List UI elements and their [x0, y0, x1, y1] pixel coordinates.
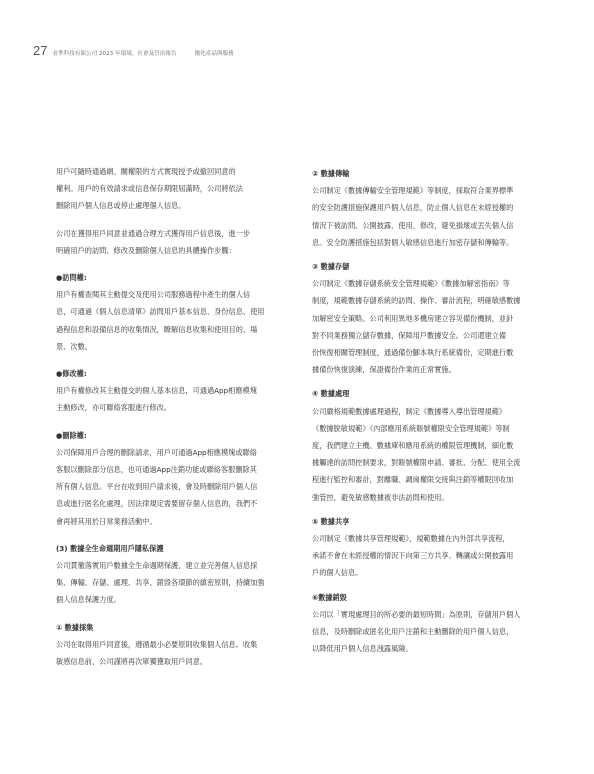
text-line: 戶的個人信息。	[312, 568, 363, 578]
report-title: 看準科技有限公司 2023 年環境、社會及管治報告	[52, 51, 177, 57]
text-line: 承諾不會在未經授權的情況下向第三方共享、轉讓或公開披露用	[312, 551, 514, 561]
text-line: 明確用戶的訪問、修改及刪除個人信息的具體操作步驟：	[56, 245, 236, 255]
text-line: 份恢復相關管理制度，通過備份腳本執行系統備份，定期進行數	[312, 348, 514, 358]
text-line: 公司制定《數據共享管理規範》，規範數據在內外部共享流程，	[312, 534, 510, 544]
data-storage-heading: ③ 數據存儲	[312, 262, 350, 272]
text-line: 會再將其用於日常業務活動中。	[56, 516, 157, 526]
data-processing-paragraph	[312, 403, 538, 506]
data-transfer-heading: ② 數據傳輸	[312, 169, 350, 178]
page-header	[33, 43, 234, 58]
text-line: 加解密安全策略。公司利用異地多機房建立容災備份機制，並針	[312, 313, 514, 323]
text-line: 信息，及時刪除或匿名化用戶注銷和主動刪除的用戶個人信息，	[312, 627, 514, 637]
data-storage-paragraph	[312, 275, 538, 378]
delete-right-paragraph	[56, 444, 282, 530]
text-line: 強管控，避免敏感數據被非法訪問和使用。	[312, 492, 449, 502]
text-line: 景、次數。	[56, 341, 92, 351]
text-line: 《數據脫敏規範》《內部應用系統賬號權限安全管理規範》等制	[312, 423, 510, 433]
text-line: 過程信息和設備信息的收集情況，瞭解信息收集和使用目的、場	[56, 324, 258, 334]
text-line: 客服以刪除部分信息，也可通過App注銷功能或聯絡客服刪除其	[56, 465, 257, 475]
text-line: 公司制定《數據傳輸安全管理規範》等制度，採取符合業界標準	[312, 186, 514, 196]
text-line: 用戶有權修改其主動提交的個人基本信息，可通過App相應模塊	[56, 386, 257, 396]
data-collection-heading: ① 數據採集	[56, 622, 94, 632]
access-right-heading: ●訪問權:	[56, 273, 87, 283]
text-line: 主動修改，亦可聯絡客服進行修改。	[56, 403, 172, 413]
data-destruction-paragraph	[312, 606, 538, 658]
lifecycle-protection-heading: (3) 數據全生命週期用戶隱私保護	[56, 543, 164, 553]
text-line: 刪除用戶個人信息或停止處理個人信息。	[56, 201, 186, 211]
access-right-paragraph	[56, 286, 282, 355]
text-line: 用戶可隨時通過網、關權限的方式實現授予或撤回同意的	[56, 167, 236, 176]
text-line: 敏感信息前，公司謹將再次單獨獲取用戶同意。	[56, 657, 207, 667]
data-transfer-paragraph	[312, 182, 538, 251]
text-line: 個人信息保護力度。	[56, 595, 121, 605]
text-line: 度，我們建立主機、數據庫和應用系統的權限管理機制，細化數	[312, 441, 514, 451]
text-line: 的安全防護措施保護用戶個人信息，防止個人信息在未經授權的	[312, 203, 514, 213]
section-title: 優化產品與服務	[194, 51, 234, 57]
modify-right-heading: ●修改權:	[56, 369, 87, 379]
text-line: 情況下被訪問、公開披露、使用、修改，避免損壞或丟失個人信	[312, 220, 514, 230]
text-line: 對不同業務獨立儲存數據，保障用戶數據安全。公司還建立備	[312, 330, 507, 340]
text-line: 集、傳輸、存儲、處理、共享、銷毀各環節的縝密原則，持續加強	[56, 578, 265, 588]
consent-withdrawal-paragraph	[56, 163, 282, 215]
text-line: 公司貫徹落實用戶數據全生命週期保護，建立並完善個人信息採	[56, 561, 258, 571]
text-line: 用戶有權查閱其主動提交及使用公司服務過程中產生的個人信	[56, 290, 251, 300]
lifecycle-protection-paragraph	[56, 557, 282, 609]
text-line: 所有個人信息。平台在收到用戶請求後，會及時刪除用戶個人信	[56, 482, 258, 492]
text-line: 息或進行匿名化處理，因法律規定需要留存個人信息的，我們不	[56, 499, 258, 509]
text-line: 以降低用戶個人信息洩露風險。	[312, 644, 413, 654]
text-line: 公司在獲得用戶同意並通過合理方式獲得用戶信息後，進一步	[56, 228, 251, 238]
left-column	[56, 163, 282, 670]
text-line: 公司嚴格規範數據處理過程，制定《數據導入導出管理規範》	[312, 406, 507, 416]
text-line: 息，可通過《個人信息清單》訪問用戶基本信息、身份信息、使用	[56, 307, 265, 317]
text-line: 公司保障用戶合理的刪除請求，用戶可通過App相應模塊或聯絡	[56, 447, 257, 457]
text-line: 權利。用戶的有效請求或信息保存期限屆滿時，公司將依法	[56, 184, 243, 194]
modify-right-paragraph	[56, 382, 282, 416]
text-line: 程進行監控和審計，對離職、調崗權限交接與注銷等權限回收加	[312, 475, 514, 485]
page-number: 27	[33, 43, 48, 58]
data-processing-heading: ④ 數據處理	[312, 389, 350, 399]
text-line: 據觸達的訪問控制要求，對賬號權限申請、審批、分配、使用全流	[312, 458, 521, 468]
text-line: 制度，規範數據存儲系統的訪問、操作、審計流程，明確敏感數據	[312, 296, 521, 306]
text-line: 公司以「實現處理目的所必要的最短時間」為原則，存儲用戶個人	[312, 609, 521, 619]
data-destruction-heading: ⑥數據銷毀	[312, 592, 347, 602]
text-line: 公司制定《數據存儲系統安全管理規範》《數據加解密指南》等	[312, 279, 510, 289]
text-line: 公司在取得用戶同意後，遵循最小必要原則收集個人信息。收集	[56, 639, 258, 649]
right-column	[312, 165, 538, 657]
data-sharing-heading: ⑤ 數據共享	[312, 516, 350, 526]
delete-right-heading: ●刪除權:	[56, 430, 87, 440]
text-line: 據備份恢復演練，保證備份作業的正常實施。	[312, 365, 456, 375]
data-collection-paragraph	[56, 636, 282, 670]
text-line: 息。安全防護措施包括對個人敏感信息進行加密存儲和傳輸等。	[312, 237, 514, 247]
user-rights-intro-paragraph	[56, 225, 282, 259]
data-sharing-paragraph	[312, 530, 538, 582]
